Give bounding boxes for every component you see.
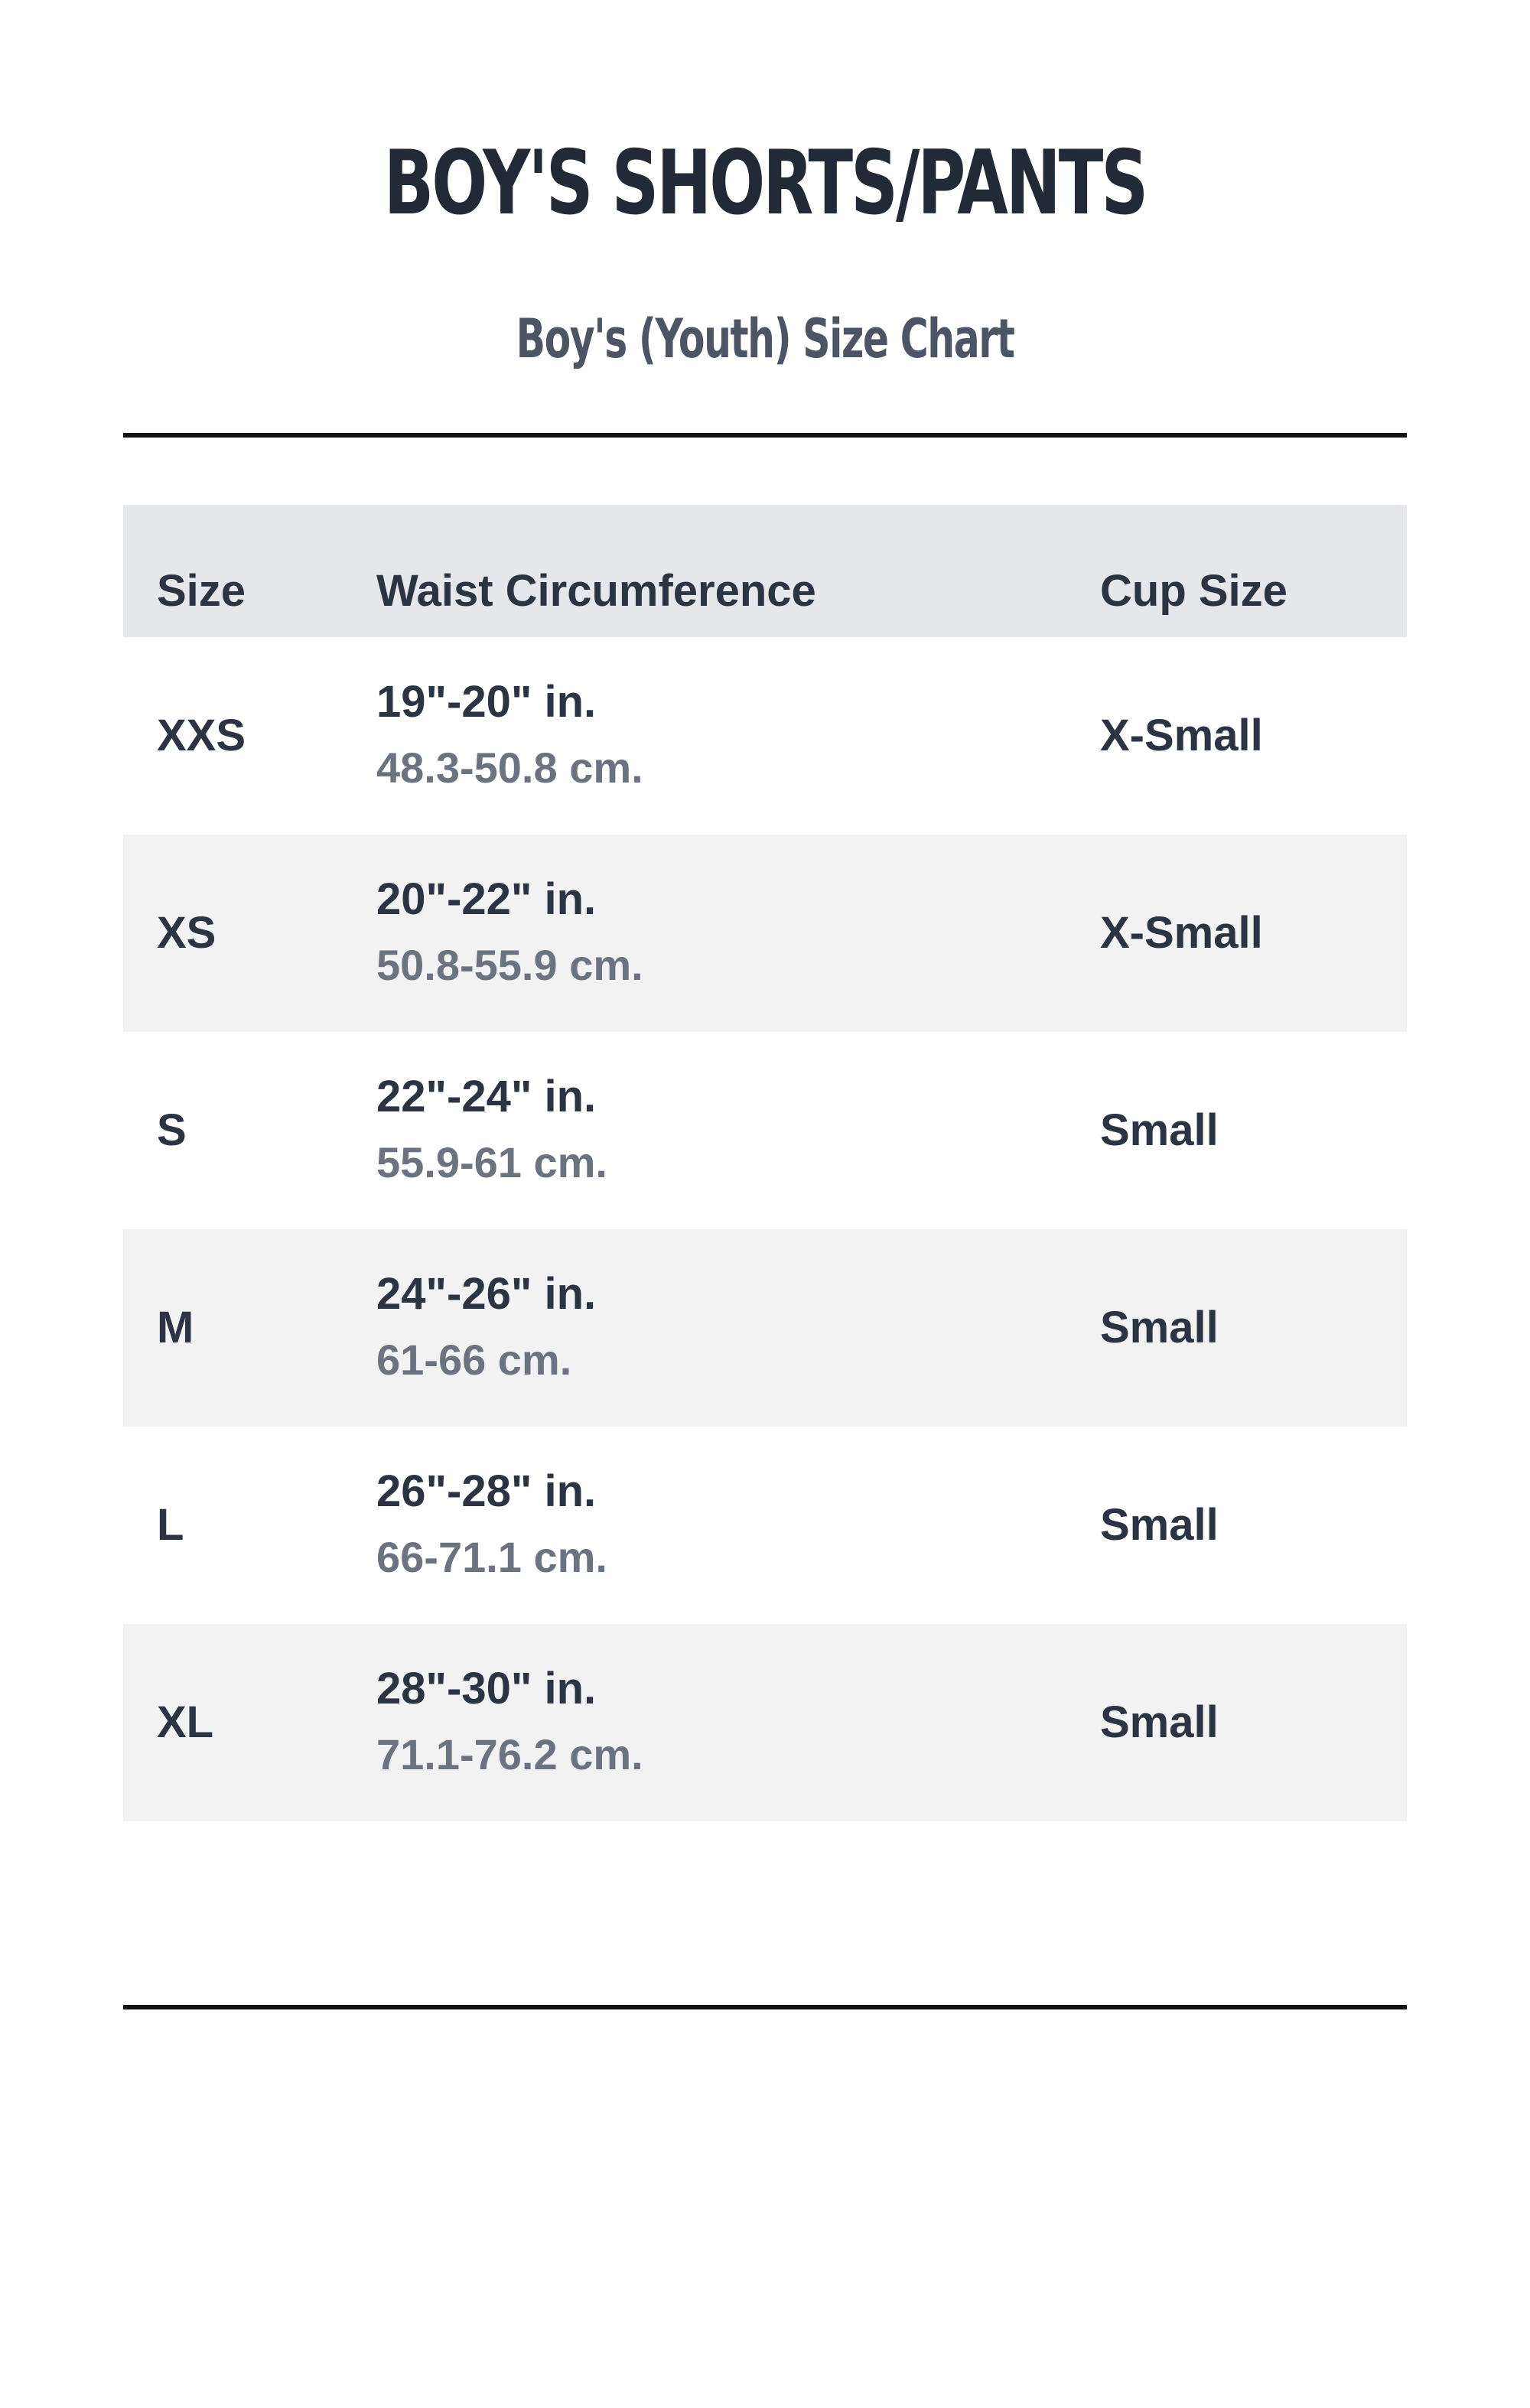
cup-size-cell: Small <box>1100 1105 1219 1155</box>
cup-size-cell: Small <box>1100 1500 1219 1550</box>
waist-centimeters: 55.9-61 cm. <box>376 1138 607 1186</box>
table-header <box>123 505 1407 637</box>
table-row <box>123 835 1407 1032</box>
size-cell: M <box>157 1303 194 1352</box>
size-table <box>123 505 1407 1821</box>
waist-inches: 26"-28" in. <box>376 1466 597 1516</box>
waist-inches: 24"-26" in. <box>376 1269 597 1319</box>
table-row <box>123 1427 1407 1624</box>
table-row <box>123 637 1407 835</box>
waist-cell <box>376 873 643 992</box>
header-waist-circumference: Waist Circumference <box>376 566 816 616</box>
table-row <box>123 1229 1407 1427</box>
waist-centimeters: 61-66 cm. <box>376 1336 572 1384</box>
waist-cell <box>376 1070 607 1189</box>
cup-size-cell: X-Small <box>1100 711 1263 760</box>
header-cup-size: Cup Size <box>1100 566 1287 616</box>
size-cell: L <box>157 1500 184 1550</box>
cup-size-cell: Small <box>1100 1697 1219 1747</box>
bottom-divider <box>123 2005 1407 2009</box>
size-cell: XS <box>157 908 216 958</box>
cup-size-cell: Small <box>1100 1303 1219 1352</box>
waist-inches: 22"-24" in. <box>376 1072 597 1121</box>
waist-cell <box>376 1662 643 1782</box>
size-cell: XXS <box>157 711 246 760</box>
waist-cell <box>376 1267 596 1387</box>
table-row <box>123 1624 1407 1821</box>
waist-centimeters: 48.3-50.8 cm. <box>376 744 643 792</box>
waist-centimeters: 66-71.1 cm. <box>376 1533 607 1581</box>
waist-centimeters: 71.1-76.2 cm. <box>376 1730 643 1778</box>
waist-cell <box>376 1465 607 1584</box>
waist-inches: 20"-22" in. <box>376 874 597 924</box>
size-cell: XL <box>157 1697 214 1747</box>
top-divider <box>123 433 1407 438</box>
waist-centimeters: 50.8-55.9 cm. <box>376 941 643 989</box>
table-row <box>123 1032 1407 1229</box>
waist-inches: 19"-20" in. <box>376 677 597 727</box>
waist-cell <box>376 675 643 795</box>
page-title: BOY'S SHORTS/PANTS <box>383 132 1147 235</box>
page-subtitle: Boy's (Youth) Size Chart <box>516 308 1014 370</box>
header-size: Size <box>157 566 246 616</box>
size-cell: S <box>157 1105 187 1155</box>
waist-inches: 28"-30" in. <box>376 1664 597 1713</box>
cup-size-cell: X-Small <box>1100 908 1263 958</box>
